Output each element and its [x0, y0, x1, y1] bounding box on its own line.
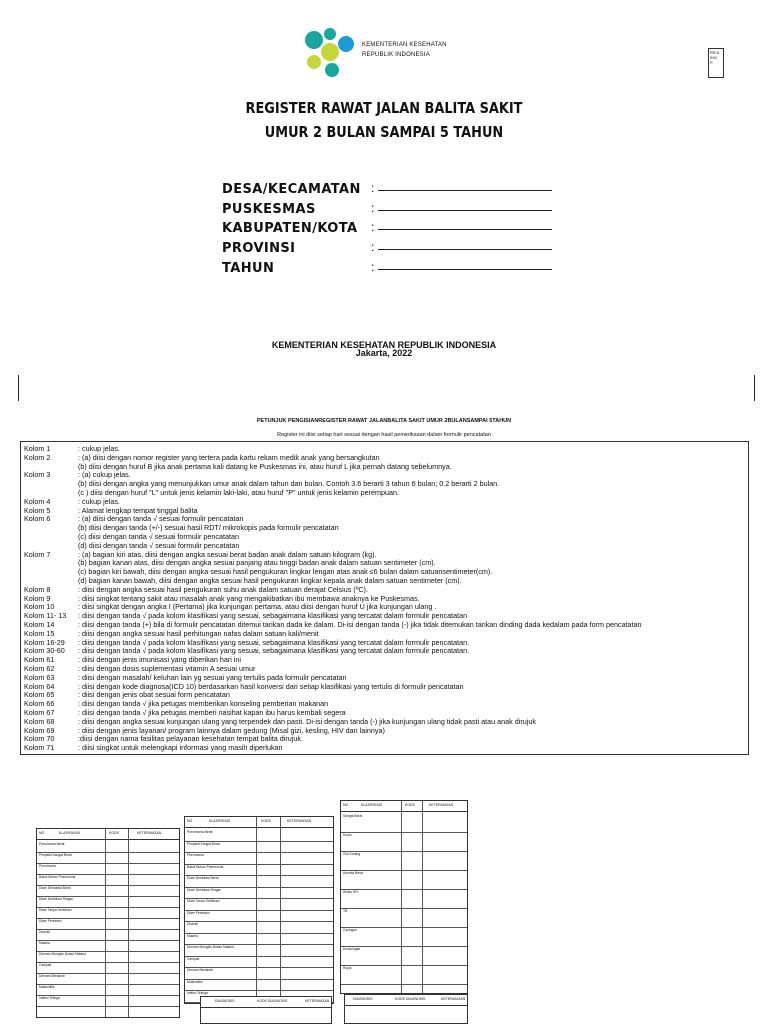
guide-row-key: Kolom 2: [24, 452, 51, 462]
guide-title: PETUNJUK PENGISIANREGISTER RAWAT JALANBALITA SAKIT UMUR 2BULANSAMPAI 5TAHUN: [256, 418, 512, 424]
guide-row-key: Kolom 3: [24, 470, 51, 480]
guide-row-key: Kolom 65: [24, 690, 55, 700]
form-thumbnail-page-2: [184, 816, 334, 1004]
page-boundary-mark: [18, 375, 19, 401]
field-label-provinsi: PROVINSI: [222, 241, 296, 256]
thumb-cell-klasifikasi: Campak: [39, 963, 52, 967]
guide-row-description: : diisi dengan angka sesuai hasil pengukuran suhu anak dalam satuan derajat Celsius (ºC).: [78, 584, 368, 594]
thumb-cell-klasifikasi: Disentri: [187, 922, 199, 926]
thumb-cell-klasifikasi: Sangat Berat: [343, 814, 363, 818]
guide-row-description: : diisi dengan tanda (+) bila di formulir pencatatan ditemui tarikan dada ke dalam. Di-isi dengan tanda (-) jika tidak ditemukan tarikan dinding dada kedalam pada form pencatatan: [78, 620, 642, 629]
thumb-table-row: [37, 995, 179, 1007]
thumb-table-row: [341, 889, 467, 909]
guide-row-description: : Alamat lengkap tempat tinggal balita: [78, 505, 198, 515]
thumb-cell-klasifikasi: Diare Persisten: [39, 919, 62, 923]
guide-row-description: : diisi dengan jenis obat sesuai form pencatatan: [78, 690, 230, 700]
field-line-puskesmas[interactable]: [378, 210, 552, 211]
guide-row-key: Kolom 16-29: [24, 637, 65, 647]
corner-code-line: P: [710, 60, 713, 65]
guide-row-description: : (a) diisi dengan nomor register yang tertera pada kartu rekam medik anak yang bersangkutan: [78, 452, 380, 462]
guide-row-description: : diisi dengan tanda √ pada kolom klasifikasi yang sesuai, sebagaimana klasifikasi yang tercatat dalam formulir pencatatan: [78, 611, 468, 621]
thumb-cell-klasifikasi: Kecacingan: [343, 947, 361, 951]
ministry-logo: [300, 26, 360, 78]
guide-row-description: : diisi dengan tanda √ pada kolom klasifikasi yang sesuai, sebagaimana klasifikasi yang tercatat dalam formulir pencatatan.: [78, 646, 470, 656]
guide-row-description: : diisi dengan kode diagnosa(ICD 10) berdasarkan hasil konversi dari setiap klasifikasi yang tertulis di formulir pencatatan: [78, 681, 464, 691]
thumb-cell-klasifikasi: Batuk Bukan Pneumonia: [187, 864, 224, 869]
document-title: [54, 96, 714, 144]
guide-row-description: : diisi singkat tentang sakit atau masalah anak yang mengakibatkan ibu membawa anaknya ke Puskesmas.: [78, 593, 420, 603]
thumb-table-row: [341, 813, 467, 833]
field-colon: :: [371, 181, 375, 195]
thumb-cell-klasifikasi: Demam Mungkin Bukan Malaria: [187, 945, 234, 949]
thumb-col-diagnosis: DIAGNOSIS: [353, 997, 373, 1001]
thumb-header: [345, 995, 467, 1006]
corner-code-line: RR 8: [710, 50, 720, 55]
guide-row-key: Kolom 11- 13: [24, 611, 67, 621]
guide-row-description: : diisi dengan jenis layanan/ program lainnya dalam gedung (Misal gizi, kesling, HIV dan lainnya): [78, 725, 385, 735]
thumb-cell-klasifikasi: Diare Tanpa Dehidrasi: [187, 899, 220, 903]
guide-row-key: Kolom 8: [24, 584, 51, 594]
ministry-line1: KEMENTERIAN KESEHATAN: [362, 42, 447, 48]
guide-row-key: Kolom 9: [24, 593, 51, 603]
form-thumbnail-page-3b: [344, 994, 468, 1024]
thumb-cell-klasifikasi: Pneumonia: [39, 864, 56, 868]
guide-row-description: : diisi dengan tanda √ jika petugas memberikan konseling pemberian makanan: [78, 699, 329, 709]
thumb-cell-klasifikasi: Campak: [187, 956, 200, 961]
form-thumbnail-page-3: [340, 800, 468, 994]
guide-row-key: Kolom 30-60: [24, 646, 65, 656]
guide-row-description: (c ) diisi dengan huruf "L" untuk jenis kelamin laki-laki, atau huruf "P" untuk jenis kelamin perempuan.: [78, 488, 400, 497]
page-boundary-mark: [754, 375, 755, 401]
guide-row-description: : cukup jelas.: [78, 444, 120, 453]
thumb-col-kode: KODE: [405, 803, 415, 807]
field-line-tahun[interactable]: [378, 269, 552, 270]
field-line-desa[interactable]: [378, 190, 552, 191]
thumb-table-row: [341, 908, 467, 928]
thumb-cell-klasifikasi: Infeksi Telinga: [39, 996, 60, 1000]
thumb-cell-klasifikasi: Diare Persisten: [187, 910, 210, 915]
guide-row-key: Kolom 69: [24, 725, 55, 735]
thumb-cell-klasifikasi: Penyakit Sangat Berat: [187, 841, 220, 846]
thumb-cell-klasifikasi: TB: [343, 909, 348, 913]
guide-row-key: Kolom 66: [24, 699, 55, 709]
guide-row-key: Kolom 14: [24, 620, 55, 629]
thumb-cell-klasifikasi: Rujuk: [343, 966, 352, 970]
thumb-col-diagnosis: DIAGNOSIS: [215, 999, 235, 1003]
guide-row-description: (c) diisi dengan tanda √ sesuai formulir pencatatan: [78, 532, 239, 541]
guide-row-description: :diisi dengan nama fasilitas pelayanan kesehatan tempat balita dirujuk.: [78, 734, 303, 744]
thumb-header: [185, 817, 333, 828]
thumb-table-row: [341, 965, 467, 985]
field-line-provinsi[interactable]: [378, 249, 552, 250]
thumb-table-row: [341, 927, 467, 947]
field-line-kabupaten[interactable]: [378, 229, 552, 230]
guide-row-key: Kolom 6: [24, 514, 51, 524]
guide-row-key: Kolom 63: [24, 672, 55, 682]
guide-row-description: (b) bagian kanan atas, diisi dengan angka sesuai panjang atau tinggi badan anak dalam satuan sentimeter (cm).: [78, 558, 436, 568]
thumb-table-row: [341, 851, 467, 871]
guide-row-description: (b) diisi dengan huruf B jika anak pertama kali datang ke Puskesmas ini, atau huruf L jika pernah datang sebelumnya.: [78, 461, 452, 471]
field-colon: :: [371, 260, 375, 274]
thumb-cell-klasifikasi: Demam Berdarah: [39, 974, 66, 978]
footer-place-date: Jakarta, 2022: [355, 348, 413, 358]
field-label-tahun: TAHUN: [222, 261, 275, 276]
guide-row-description: (b) diisi dengan angka yang menunjukkan umur anak dalam tahun dan bulan. Contoh 3.6 berarti 3 tahun 6 bulan; 0.2 berarti 2 bulan.: [78, 479, 500, 489]
field-label-puskesmas: PUSKESMAS: [222, 202, 316, 217]
guide-row-description: : diisi dengan masalah/ keluhan lain yg sesuai yang tertulis pada formulir pencatatan: [78, 672, 347, 682]
thumb-cell-klasifikasi: Disentri: [39, 930, 51, 934]
form-thumbnail-page-2b: [200, 996, 332, 1024]
thumb-table-row: [341, 870, 467, 890]
thumb-cell-klasifikasi: Batuk Bukan Pneumonia: [39, 875, 76, 879]
thumb-cell-klasifikasi: Diare Tanpa Dehidrasi: [39, 908, 72, 912]
thumb-cell-klasifikasi: Diare Dehidrasi Ringan: [39, 897, 74, 901]
guide-row-key: Kolom 10: [24, 602, 55, 612]
thumb-col-keterangan: KETERANGAN: [429, 803, 454, 807]
thumb-cell-klasifikasi: Pneumonia Berat: [39, 842, 65, 846]
guide-row-description: : (a) diisi dengan tanda √ sesuai formulir pencatatan: [78, 514, 244, 524]
thumb-cell-klasifikasi: Malaria: [39, 941, 50, 945]
guide-row-key: Kolom 70: [24, 734, 55, 744]
thumb-col-kode: KODE: [261, 819, 271, 823]
thumb-cell-klasifikasi: Diare Dehidrasi Ringan: [187, 887, 222, 892]
thumb-cell-klasifikasi: Mastoiditis: [39, 985, 55, 989]
guide-row-key: Kolom 71: [24, 743, 55, 753]
guide-row-key: Kolom 68: [24, 716, 55, 726]
guide-row-key: Kolom 67: [24, 708, 55, 717]
footer-organization: KEMENTERIAN KESEHATAN REPUBLIK INDONESIA: [271, 340, 497, 350]
field-colon: :: [371, 201, 375, 215]
thumb-cell-klasifikasi: Demam Berdarah: [187, 968, 214, 972]
guide-row-key: Kolom 5: [24, 505, 51, 515]
corner-code-box: [708, 48, 724, 78]
guide-row-description: : diisi dengan tanda √ pada kolom klasifikasi yang sesuai, sebagaimana klasifikasi yang tercatat dalam formulir pencatatan.: [78, 637, 470, 647]
thumb-col-keterangan: KETERANGAN: [441, 997, 466, 1001]
guide-row-key: Kolom 64: [24, 681, 55, 691]
thumb-cell-klasifikasi: Cacingan: [343, 928, 357, 932]
thumb-cell-klasifikasi: Anemia Berat: [343, 871, 363, 875]
guide-row-key: Kolom 1: [24, 444, 51, 453]
thumb-cell-klasifikasi: Mastoiditis: [187, 979, 203, 984]
thumb-cell-klasifikasi: Malaria: [187, 933, 198, 938]
guide-row-description: : diisi singkat dengan angka I (Pertama) jika kunjungan pertama, atau diisi dengan huruf U jika kunjungan ulang .: [78, 602, 437, 612]
thumb-header: [341, 801, 467, 812]
guide-row-description: : diisi dengan angka sesuai hasil perhitungan nafas dalam satuan kali/menit: [78, 628, 319, 638]
thumb-table-row: [341, 832, 467, 852]
thumb-cell-klasifikasi: Pneumonia: [187, 853, 204, 857]
thumb-header: [37, 829, 179, 840]
thumb-cell-klasifikasi: Diare Dehidrasi Berat: [187, 876, 219, 880]
thumb-cell-klasifikasi: Pneumonia Berat: [187, 830, 213, 834]
ministry-name: [362, 40, 447, 60]
thumb-cell-klasifikasi: Infeksi Telinga: [187, 991, 208, 995]
guide-row-description: : diisi dengan jenis imunisasi yang diberikan hari ini: [78, 655, 242, 665]
thumb-col-no: NO: [187, 819, 193, 823]
form-thumbnail-page-1: [36, 828, 180, 1018]
guide-row-key: Kolom 7: [24, 549, 51, 559]
thumb-cell-klasifikasi: Demam Mungkin Bukan Malaria: [39, 952, 86, 956]
thumb-header: [201, 997, 331, 1008]
thumb-col-klasifikasi: KLASIFIKASI: [59, 831, 81, 835]
ministry-line2: REPUBLIK INDONESIA: [362, 52, 430, 58]
guide-instructions-box: [20, 441, 749, 755]
thumb-col-keterangan: KETERANGAN: [287, 819, 312, 823]
guide-row-description: (d) diisi dengan tanda √ sesuai formulir pencatatan: [78, 540, 240, 550]
title-line1: REGISTER RAWAT JALAN BALITA SAKIT: [245, 99, 523, 117]
thumb-col-keterangan: KETERANGAN: [305, 999, 330, 1003]
guide-subtitle: Register ini diisi setiap hari sesuai dengan hasil pemeriksaan dalam formulir pencatatan: [277, 432, 491, 438]
thumb-col-no: NO: [39, 831, 45, 835]
guide-row-description: (d) bagian kanan bawah, diisi dengan angka sesuai hasil pengukuran lingkar kepala anak dalam satuan sentimeter (cm).: [78, 576, 462, 585]
guide-row-key: Kolom 4: [24, 496, 51, 506]
thumb-cell-klasifikasi: Gizi Kurang: [343, 852, 361, 856]
field-label-desa: DESA/KECAMATAN: [222, 182, 361, 197]
guide-row-description: (c) bagian kiri bawah, diisi dengan angka sesuai hasil pengukuran lingkar lengan atas anak ≤6 bulan dalam satuansentimeter(cm).: [78, 567, 493, 577]
guide-row-description: : diisi dengan dosis suplementasi vitamin A sesuai umur: [78, 664, 256, 673]
guide-row-description: : diisi dengan angka sesuai kunjungan ulang yang terpendek dan pasti. Di-isi dengan tanda (-) jika kunjungan ulang tidak pasti atau anak dirujuk: [78, 716, 536, 726]
thumb-cell-klasifikasi: Penyakit Sangat Berat: [39, 853, 72, 857]
guide-row-key: Kolom 62: [24, 664, 55, 673]
thumb-col-kode: KODE: [109, 831, 119, 835]
guide-row-description: : (a) bagian kiri atas, diisi dengan angka sesuai berat badan anak dalam satuan kilogram (kg).: [78, 549, 377, 559]
thumb-table-row: [341, 946, 467, 966]
guide-row-description: : (a) cukup jelas.: [78, 470, 131, 480]
title-line2: UMUR 2 BULAN SAMPAI 5 TAHUN: [264, 123, 504, 141]
guide-row-description: : cukup jelas.: [78, 496, 120, 506]
thumb-col-kode-diagnosis: KODE DIAGNOSIS: [395, 997, 426, 1001]
thumb-col-klasifikasi: KLASIFIKASI: [361, 803, 383, 807]
thumb-cell-klasifikasi: Diare Dehidrasi Berat: [39, 886, 71, 890]
thumb-cell-klasifikasi: Kurus: [343, 833, 352, 837]
guide-row-key: Kolom 15: [24, 628, 55, 638]
thumb-col-keterangan: KETERANGAN: [137, 831, 162, 835]
corner-code-line: ING: [710, 55, 718, 60]
guide-row-key: Kolom 61: [24, 655, 55, 665]
thumb-col-klasifikasi: KLASIFIKASI: [209, 819, 231, 823]
guide-row-description: : diisi dengan tanda √ jika petugas memberi nasihat kapan ibu harus kembali segera: [78, 708, 346, 717]
thumb-cell-klasifikasi: Risiko HIV: [343, 890, 359, 894]
thumb-col-kode-diagnosis: KODE DIAGNOSIS: [257, 999, 288, 1003]
thumb-col-no: NO: [343, 803, 349, 807]
field-label-kabupaten: KABUPATEN/KOTA: [222, 221, 358, 236]
field-colon: :: [371, 220, 375, 234]
field-colon: :: [371, 240, 375, 254]
guide-row-description: (b) diisi dengan tanda (+/-) sesuai hasil RDT/ mikrokopis pada formulir pencatatan: [78, 523, 339, 533]
guide-row-description: : diisi singkat untuk melengkapi informasi yang masih diperlukan: [78, 743, 283, 753]
